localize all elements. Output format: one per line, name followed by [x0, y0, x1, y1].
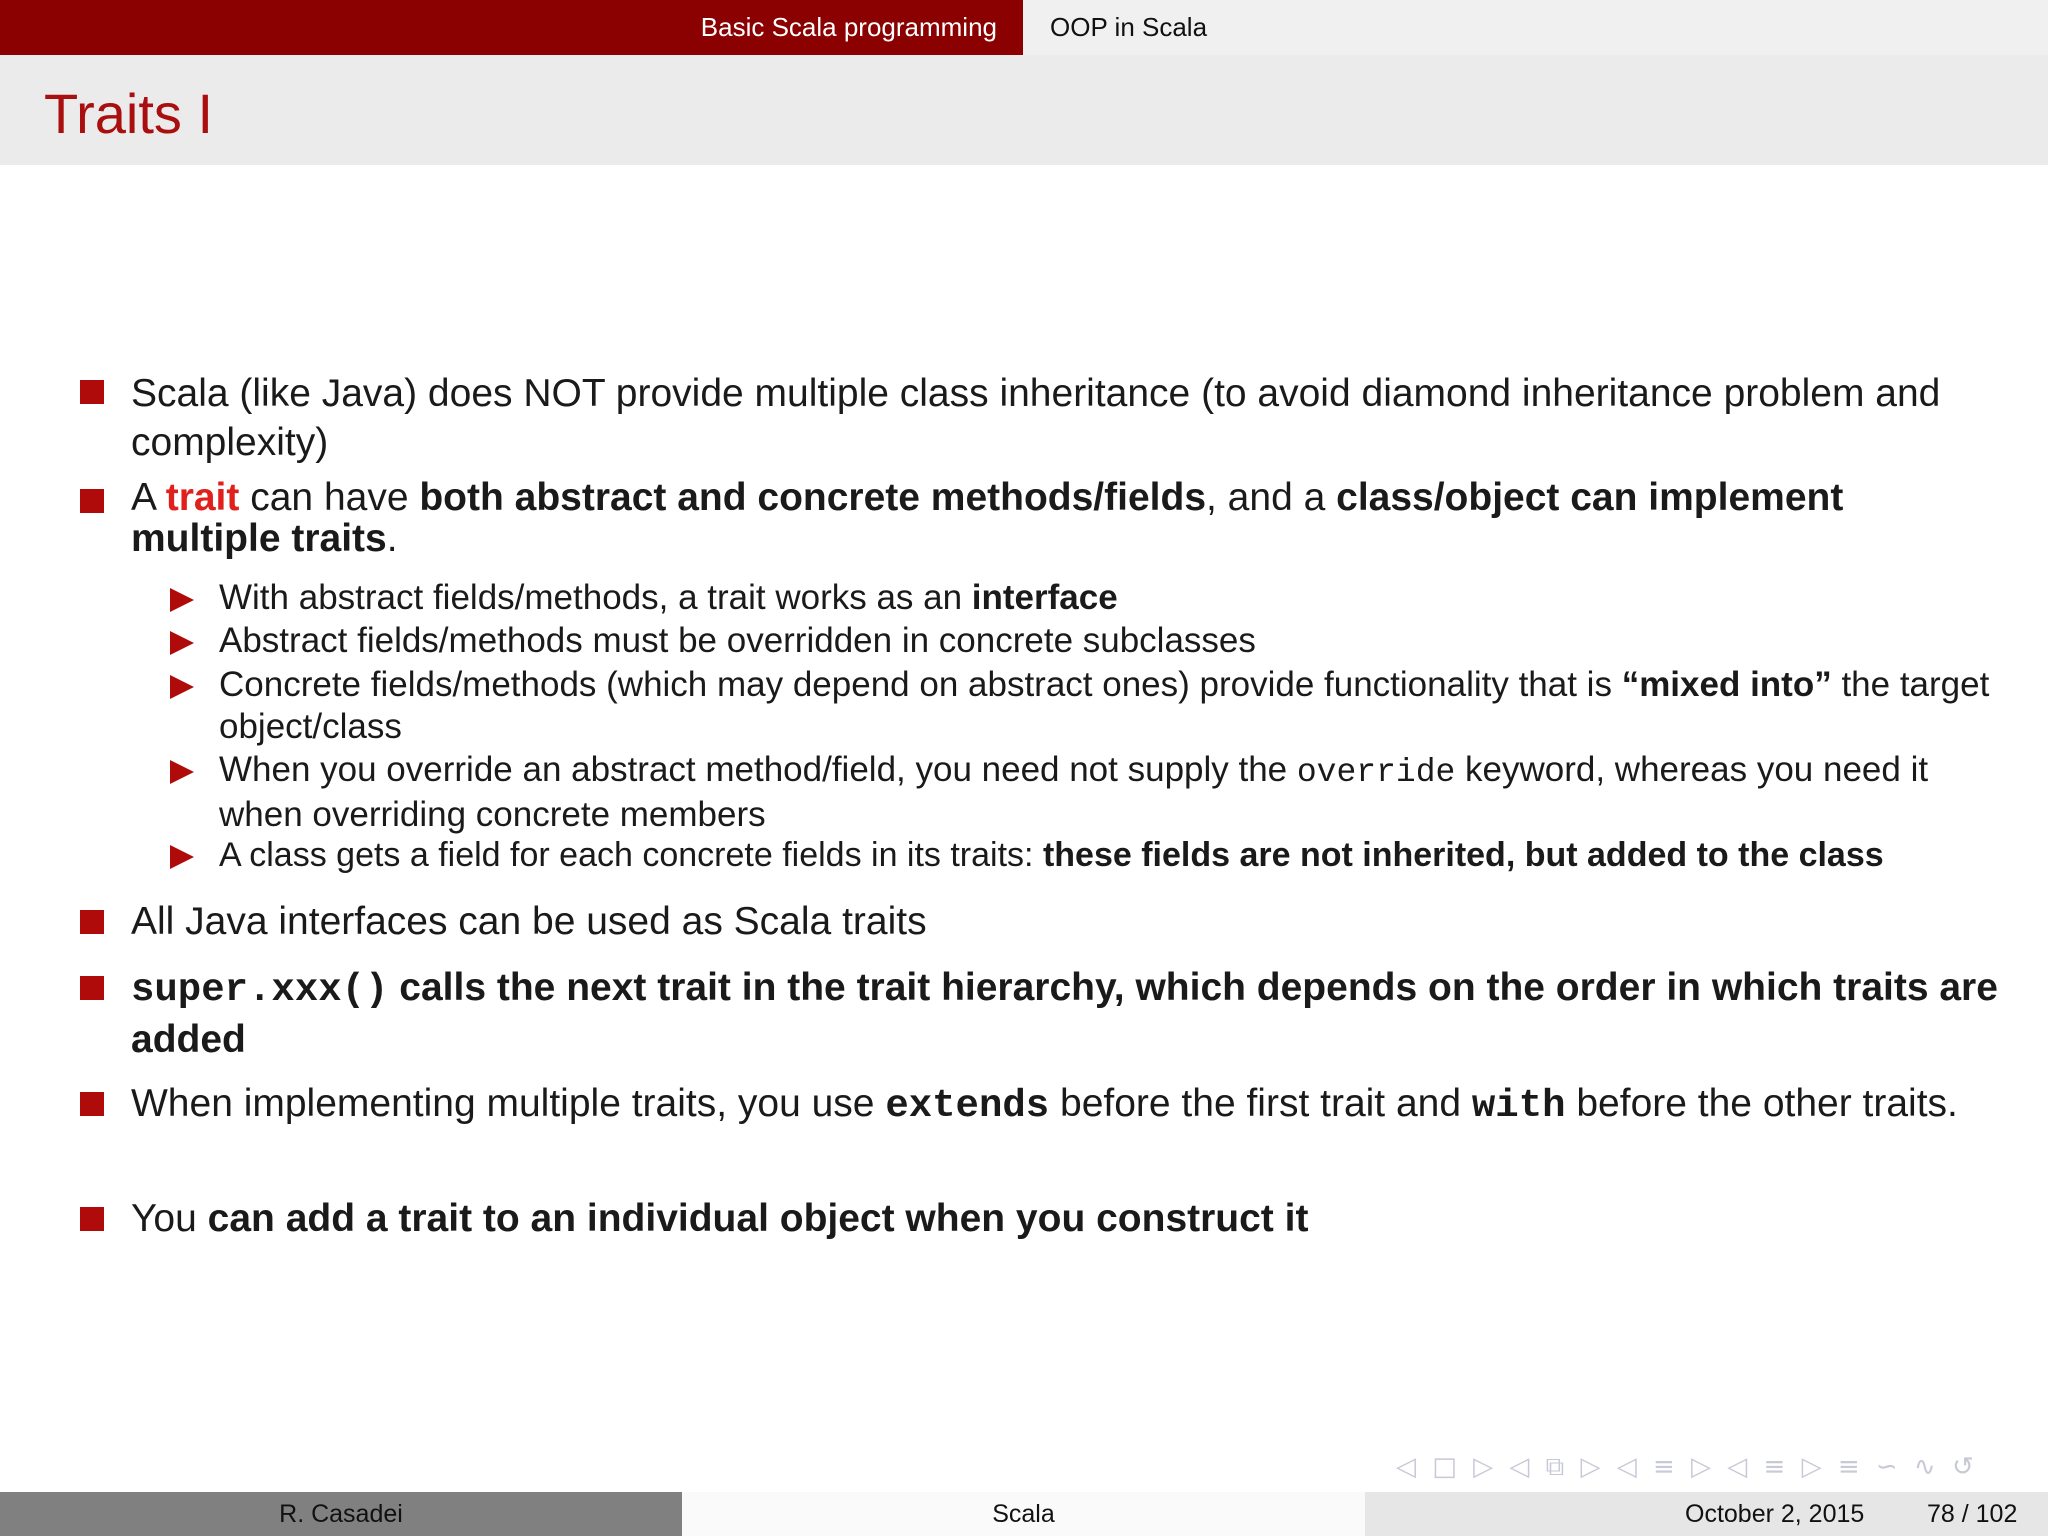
- bullet-square-5: [80, 1092, 104, 1116]
- bullet-2-emph-2: class/object can implement multiple traits: [131, 476, 1844, 560]
- nav-section-oop-scala[interactable]: OOP in Scala: [1050, 12, 1208, 42]
- bullet-2-text-4: .: [386, 517, 398, 560]
- bullet-5-text-2: before the first trait and: [1049, 1082, 1472, 1125]
- bullet-2-text-1: A: [131, 476, 166, 519]
- bullet-5-text-3: before the other traits.: [1565, 1082, 1958, 1125]
- sub-bullet-triangle-3: [170, 675, 194, 699]
- bullet-square-3: [80, 910, 104, 934]
- bullet-2-text-3: , and a: [1206, 476, 1337, 519]
- section-navigation-bar: [0, 0, 2048, 55]
- override-keyword: override: [1296, 754, 1456, 791]
- bullet-2-text-2: can have: [239, 476, 420, 519]
- bullet-2: [131, 477, 2001, 559]
- bullet-square-1: [80, 380, 104, 404]
- bullet-2-emph-1: both abstract and concrete methods/fields: [419, 476, 1207, 519]
- sub-bullet-3: [219, 664, 2009, 748]
- sub-bullet-triangle-2: [170, 631, 194, 655]
- super-call-code: super.xxx(): [131, 968, 389, 1012]
- bullet-5-text-1: When implementing multiple traits, you use: [131, 1082, 886, 1125]
- sub-bullet-4-text-2: keyword, whereas you need it when overriding concrete members: [219, 750, 1929, 834]
- sub-bullet-4: [219, 749, 2009, 836]
- extends-keyword: extends: [885, 1084, 1050, 1128]
- sub-bullet-triangle-5: [170, 845, 194, 869]
- with-keyword: with: [1471, 1084, 1566, 1128]
- nav-section-basic-scala[interactable]: Basic Scala programming: [700, 12, 997, 42]
- sub-bullet-3-emph: “mixed into”: [1621, 665, 1832, 704]
- sub-bullet-4-text-1: When you override an abstract method/field, you need not supply the: [219, 750, 1297, 789]
- bullet-6-text: You: [131, 1197, 208, 1240]
- footer-author: R. Casadei: [0, 1492, 682, 1536]
- sub-bullet-1-text: With abstract fields/methods, a trait works as an: [219, 578, 972, 617]
- bullet-2-trait-term: trait: [165, 476, 240, 519]
- sub-bullet-triangle-1: [170, 588, 194, 612]
- footer-page-number: 78 / 102: [1927, 1500, 2018, 1528]
- bullet-6-emph: can add a trait to an individual object when you construct it: [207, 1197, 1309, 1240]
- footer-date: October 2, 2015: [1685, 1500, 1865, 1528]
- bullet-square-6: [80, 1207, 104, 1231]
- bullet-5: [131, 1079, 2001, 1131]
- footer: [0, 1492, 2048, 1536]
- bullet-square-2: [80, 489, 104, 513]
- navigation-symbols-icon[interactable]: ◁ □ ▷ ◁ ⧉ ▷ ◁ ≡ ▷ ◁ ≡ ▷ ≡ ∽ ∿ ↺: [1396, 1452, 1978, 1482]
- sub-bullet-3-text-1: Concrete fields/methods (which may depend on abstract ones) provide functionality that is: [219, 665, 1622, 704]
- frame-title: Traits I: [44, 82, 214, 145]
- sub-bullet-5-emph: these fields are not inherited, but added to the class: [1042, 836, 1884, 874]
- sub-bullet-5: [219, 834, 2029, 876]
- bullet-square-4: [80, 976, 104, 1000]
- bullet-6: [131, 1194, 2001, 1243]
- sub-bullet-3-text-2: the target object/class: [219, 665, 1990, 746]
- footer-title: Scala: [682, 1492, 1365, 1536]
- sub-bullet-triangle-4: [170, 760, 194, 784]
- frame-title-bar: [0, 55, 2048, 165]
- sub-bullet-5-text: A class gets a field for each concrete fields in its traits:: [219, 836, 1043, 874]
- sub-bullet-1-emph: interface: [971, 578, 1118, 617]
- bullet-4: [131, 963, 2001, 1064]
- sub-bullet-1: [219, 577, 2009, 619]
- bullet-3: All Java interfaces can be used as Scala traits: [131, 900, 927, 943]
- bullet-1: Scala (like Java) does NOT provide multiple class inheritance (to avoid diamond inheritance problem and complexity): [131, 372, 1941, 464]
- sub-bullet-2: Abstract fields/methods must be overridden in concrete subclasses: [219, 621, 1256, 660]
- bullet-4-emph: calls the next trait in the trait hierarchy, which depends on the order in which traits are added: [131, 966, 1998, 1061]
- footer-date-page: [1365, 1492, 2048, 1536]
